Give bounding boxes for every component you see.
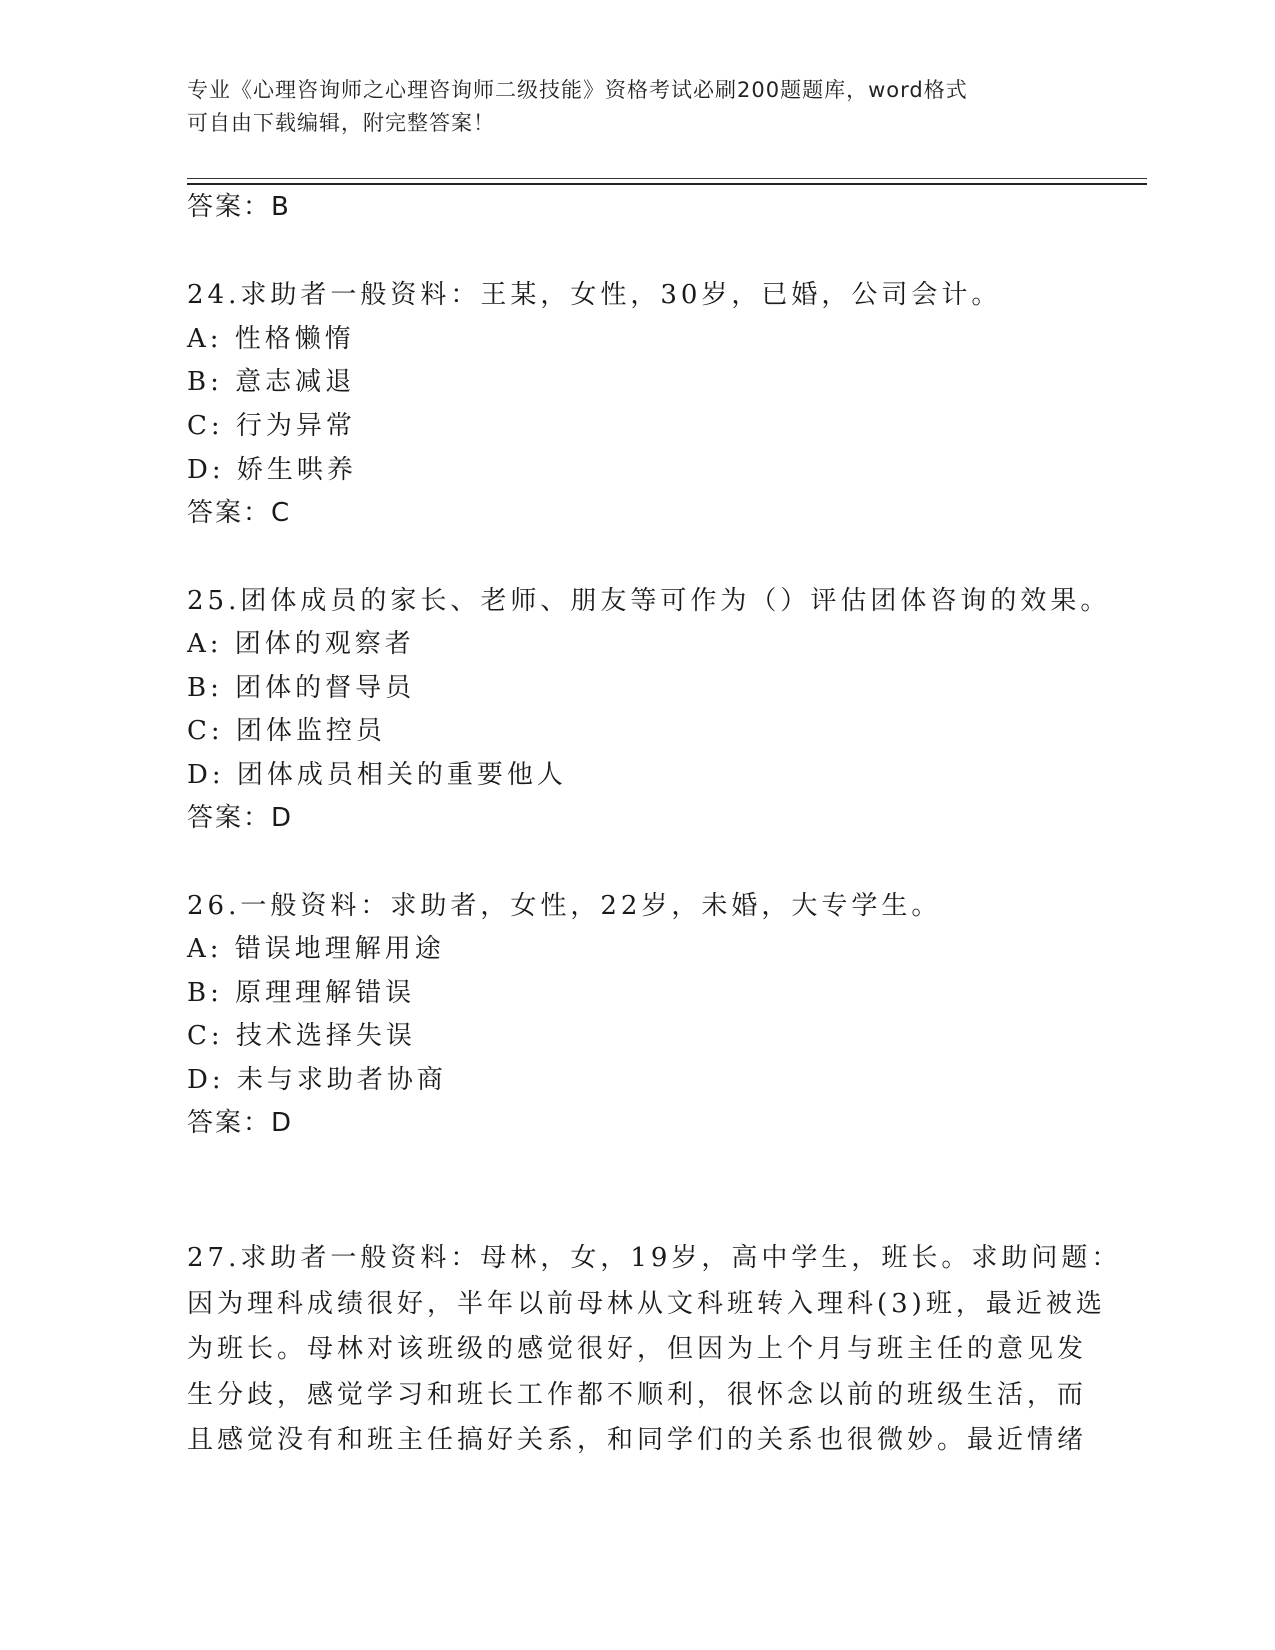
header-divider-thin [187,178,1147,179]
question-24-option-a: A: 性格懒惰 [187,324,355,354]
question-25-answer: 答案：D [187,803,294,833]
question-24-option-c: C: 行为异常 [187,411,356,441]
header-line-1: 专业《心理咨询师之心理咨询师二级技能》资格考试必刷200题题库，word格式 [187,78,968,102]
question-27-line-5: 且感觉没有和班主任搞好关系，和同学们的关系也很微妙。最近情绪 [187,1425,1088,1456]
question-26-option-a: A: 错误地理解用途 [187,934,445,964]
question-27-line-2: 因为理科成绩很好，半年以前母林从文科班转入理科(3)班，最近被选 [187,1288,1106,1319]
question-24-option-b: B: 意志减退 [187,367,356,397]
question-24-stem: 24.求助者一般资料：王某，女性，30岁，已婚，公司会计。 [187,280,1002,310]
question-27-line-3: 为班长。母林对该班级的感觉很好，但因为上个月与班主任的意见发 [187,1334,1088,1365]
header-divider-thick [187,183,1147,185]
question-25-stem: 25.团体成员的家长、老师、朋友等可作为（）评估团体咨询的效果。 [187,586,1111,616]
answer-prev: 答案：B [187,192,291,222]
question-25-option-b: B: 团体的督导员 [187,673,416,703]
question-26-answer: 答案：D [187,1108,294,1138]
question-26-stem: 26.一般资料：求助者，女性，22岁，未婚，大专学生。 [187,891,942,921]
question-26-option-d: D: 未与求助者协商 [187,1065,447,1095]
question-26-option-c: C: 技术选择失误 [187,1021,416,1051]
question-25-option-c: C: 团体监控员 [187,716,386,746]
question-27-paragraph [187,1236,1122,1464]
question-27-line-4: 生分歧，感觉学习和班长工作都不顺利，很怀念以前的班级生活，而 [187,1379,1088,1410]
document-header [187,74,1067,140]
question-26-option-b: B: 原理理解错误 [187,978,416,1008]
header-line-2: 可自由下载编辑，附完整答案！ [187,111,495,135]
question-24-option-d: D: 娇生哄养 [187,455,357,485]
question-25-option-a: A: 团体的观察者 [187,629,415,659]
question-27-line-1: 27.求助者一般资料：母林，女，19岁，高中学生，班长。求助问题： [187,1243,1122,1273]
question-25-option-d: D: 团体成员相关的重要他人 [187,760,567,790]
question-24-answer: 答案：C [187,498,292,528]
